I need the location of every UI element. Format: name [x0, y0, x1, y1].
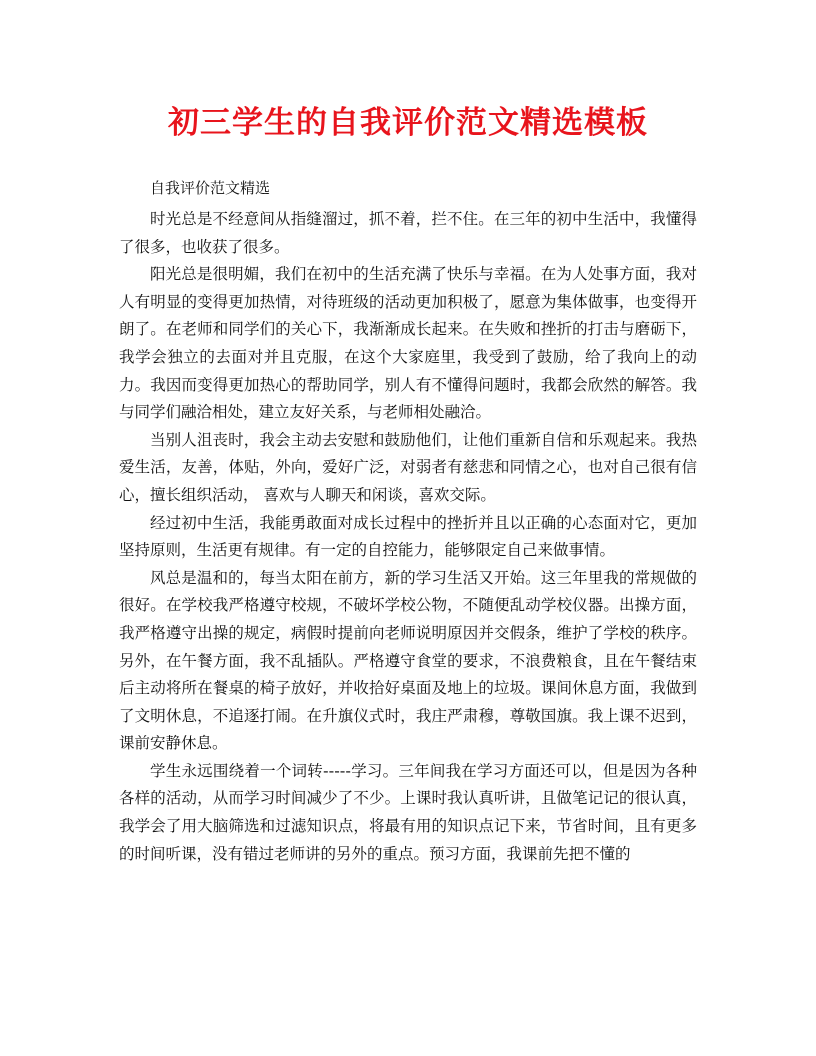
document-body	[119, 206, 697, 868]
paragraph: 当别人沮丧时，我会主动去安慰和鼓励他们，让他们重新自信和乐观起来。我热爱生活，友善，体贴，外向，爱好广泛，对弱者有慈悲和同情之心，也对自己很有信心，擅长组织活动， 喜欢与人聊天和闲谈，喜欢交际。	[119, 430, 697, 504]
document-title: 初三学生的自我评价范文精选模板	[168, 105, 648, 141]
paragraph: 风总是温和的，每当太阳在前方，新的学习生活又开始。这三年里我的常规做的很好。在学校我严格遵守校规，不破坏学校公物，不随便乱动学校仪器。出操方面，我严格遵守出操的规定，病假时提前向老师说明原因并交假条，维护了学校的秩序。另外，在午餐方面，我不乱插队。严格遵守食堂的要求，不浪费粮食，且在午餐结束后主动将所在餐桌的椅子放好，并收拾好桌面及地上的垃圾。课间休息方面，我做到了文明休息，不追逐打闹。在升旗仪式时，我庄严肃穆，尊敬国旗。我上课不迟到，课前安静休息。	[119, 568, 697, 753]
paragraph: 阳光总是很明媚，我们在初中的生活充满了快乐与幸福。在为人处事方面，我对人有明显的变得更加热情，对待班级的活动更加积极了，愿意为集体做事，也变得开朗了。在老师和同学们的关心下，我渐渐成长起来。在失败和挫折的打击与磨砺下，我学会独立的去面对并且克服，在这个大家庭里，我受到了鼓励，给了我向上的动力。我因而变得更加热心的帮助同学，别人有不懂得问题时，我都会欣然的解答。我与同学们融洽相处，建立友好关系，与老师相处融洽。	[119, 265, 697, 422]
paragraph: 学生永远围绕着一个词转-----学习。三年间我在学习方面还可以，但是因为各种各样的活动，从而学习时间减少了不少。上课时我认真听讲，且做笔记记的很认真，我学会了用大脑筛选和过滤知识点，将最有用的知识点记下来，节省时间，且有更多的时间听课，没有错过老师讲的另外的重点。预习方面，我课前先把不懂的	[119, 761, 697, 863]
paragraph: 经过初中生活，我能勇敢面对成长过程中的挫折并且以正确的心态面对它，更加坚持原则，生活更有规律。有一定的自控能力，能够限定自己来做事情。	[119, 513, 697, 560]
paragraph: 时光总是不经意间从指缝溜过，抓不着，拦不住。在三年的初中生活中，我懂得了很多，也收获了很多。	[119, 210, 697, 256]
document-subtitle: 自我评价范文精选	[150, 179, 271, 197]
